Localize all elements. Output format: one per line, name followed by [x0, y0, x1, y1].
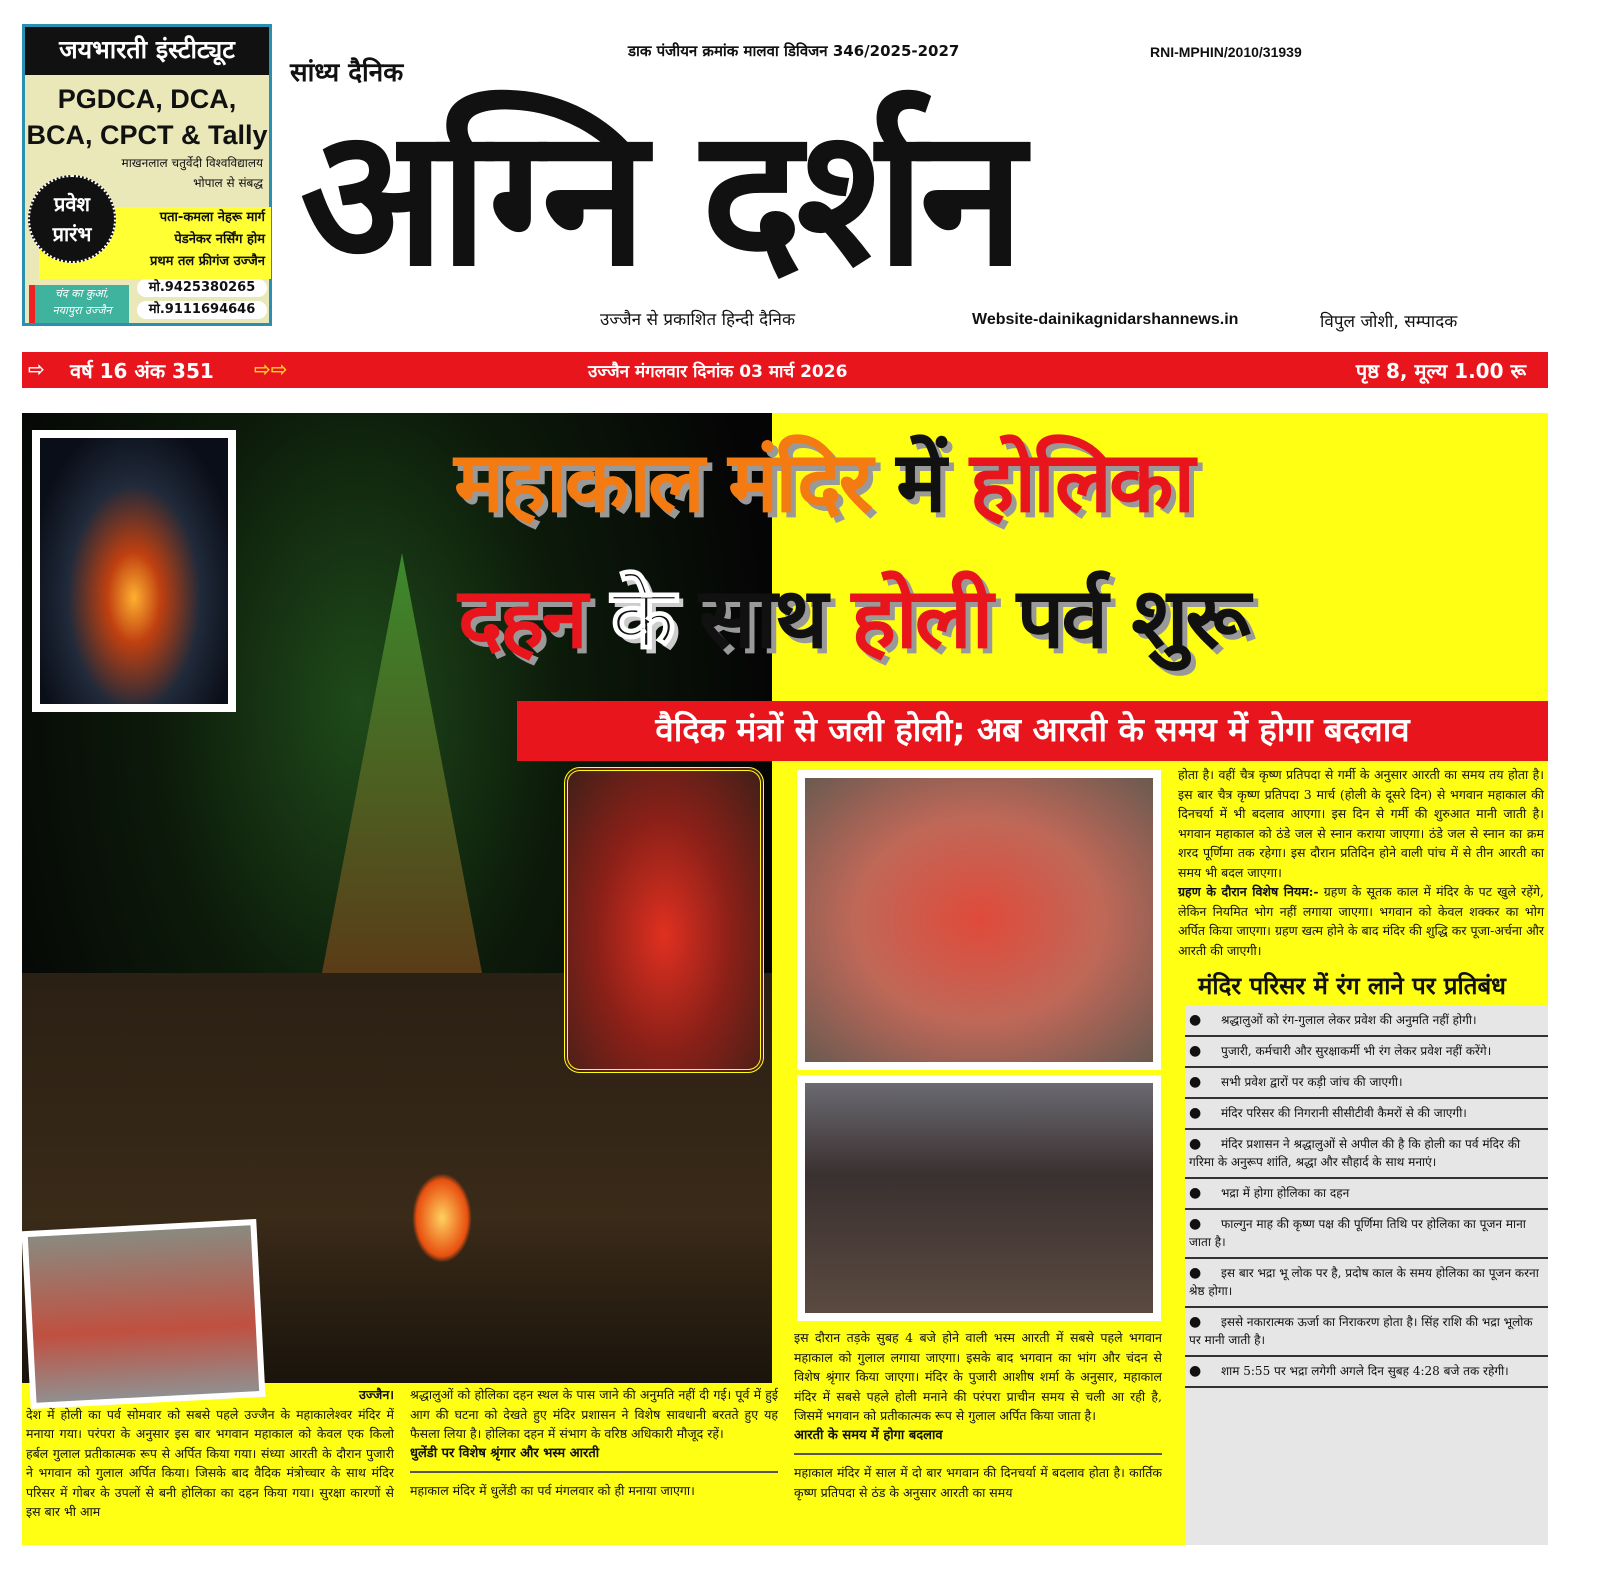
list-item [1185, 1210, 1548, 1259]
priests-photo [22, 1219, 265, 1409]
ad-address-line: प्रथम तल फ्रीगंज उज्जैन [149, 254, 265, 269]
tagline: उज्जैन से प्रकाशित हिन्दी दैनिक [600, 310, 796, 330]
ad-phone: मो.9111694646 [137, 301, 267, 319]
list-item [1185, 1357, 1548, 1388]
bullet-icon: ● [1189, 1265, 1202, 1281]
section-subheading: आरती के समय में होगा बदलाव [794, 1426, 1162, 1456]
headline-word: होलिका [969, 433, 1193, 531]
postal-registration: डाक पंजीयन क्रमांक मालवा डिविजन 346/2025-2027 [628, 42, 960, 60]
list-item-text: श्रद्धालुओं को रंग-गुलाल लेकर प्रवेश की अनुमति नहीं होगी। [1221, 1013, 1477, 1027]
list-item [1185, 1179, 1548, 1210]
article-text: होता है। वहीं चैत्र कृष्ण प्रतिपदा से गर्मी के अनुसार आरती का समय तय होता है। इस बार चैत्र कृष्ण प्रतिपदा 3 मार्च (होली के दूसरे दिन) से भगवान महाकाल की दिनचर्या में भी बदलाव आएगा। इस दिन से गर्मी की शुरुआत मानी जाती है। भगवान महाकाल को ठंडे जल से स्नान कराया जाएगा। ठंडे जल से स्नान का क्रम शरद पूर्णिमा तक रहेगा। इस दौरान प्रतिदिन होने वाली पांच में से तीन आरती का समय भी बदल जाएगा। [1178, 767, 1544, 880]
advertisement [22, 24, 272, 326]
article-text: देश में होली का पर्व सोमवार को सबसे पहले उज्जैन के महाकालेश्वर मंदिर में मनाया गया। परंपरा के अनुसार इस बार भगवान महाकाल को केवल एक किलो हर्बल गुलाल प्रतीकात्मक रूप से अर्पित किया गया। संध्या आरती के दौरान पुजारी ने भगवान को गुलाल अर्पित किया। जिसके बाद वैदिक मंत्रोच्चार के साथ मंदिर परिसर में गोबर के उपलों से बनी होलिका का दहन किया गया। सुरक्षा कारणों से इस बार भी आम [26, 1406, 394, 1519]
article-text: महाकाल मंदिर में साल में दो बार भगवान की दिनचर्या में बदलाव होता है। कार्तिक कृष्ण प्रतिपदा से ठंड के अनुसार आरती का समय [794, 1465, 1162, 1500]
bullet-icon: ● [1189, 1105, 1202, 1121]
article-text: श्रद्धालुओं को होलिका दहन स्थल के पास जाने की अनुमति नहीं दी गई। पूर्व में हुई आग की घटना को देखते हुए मंदिर प्रशासन ने विशेष सावधानी बरतते हुए यह फैसला लिया है। होलिका दहन में संभाग के वरिष्ठ अधिकारी मौजूद रहें। [410, 1387, 778, 1441]
ad-branch [29, 285, 129, 323]
devotees-photo [797, 1075, 1161, 1321]
article-text: महाकाल मंदिर में धुलेंडी का पर्व मंगलवार को ही मनाया जाएगा। [410, 1483, 695, 1498]
bullet-icon: ● [1189, 1185, 1202, 1201]
bullet-icon: ● [1189, 1216, 1202, 1232]
box-title: मंदिर परिसर में रंग लाने पर प्रतिबंध [1198, 972, 1506, 1000]
pre-title: सांध्य दैनिक [290, 58, 404, 88]
article-column-1 [26, 1385, 394, 1522]
badge-line: प्रवेश [53, 192, 91, 216]
rni-number: RNI-MPHIN/2010/31939 [1150, 44, 1302, 60]
ad-address-line: पेडनेकर नर्सिंग होम [174, 232, 265, 247]
headline-line-1 [454, 427, 1192, 537]
ad-courses: PGDCA, DCA, [57, 84, 237, 114]
issue-date: उज्जैन मंगलवार दिनांक 03 मार्च 2026 [588, 362, 848, 382]
arrow-icon: ⇨ [28, 357, 45, 381]
branch-line: नयापुरा उज्जैन [52, 304, 112, 317]
rule-label: ग्रहण के दौरान विशेष नियम:- [1178, 884, 1319, 899]
mahakal-shringar-photo [564, 767, 764, 1073]
list-item [1185, 1259, 1548, 1308]
bullet-icon: ● [1189, 1043, 1202, 1059]
list-item-text: पुजारी, कर्मचारी और सुरक्षाकर्मी भी रंग लेकर प्रवेश नहीं करेंगे। [1221, 1044, 1492, 1058]
article-column-2 [410, 1385, 778, 1501]
list-item-text: भद्रा में होगा होलिका का दहन [1221, 1186, 1350, 1200]
ad-courses-2: BCA, CPCT & Tally [26, 120, 268, 150]
list-item-text: फाल्गुन माह की कृष्ण पक्ष की पूर्णिमा तिथि पर होलिका का पूजन माना जाता है। [1189, 1217, 1526, 1249]
list-item-text: इससे नकारात्मक ऊर्जा का निराकरण होता है। सिंह राशि की भद्रा भूलोक पर मानी जाती है। [1189, 1315, 1533, 1347]
list-item-text: शाम 5:55 पर भद्रा लगेगी अगले दिन सुबह 4:28 बजे तक रहेगी। [1221, 1364, 1509, 1378]
list-item-text: मंदिर प्रशासन ने श्रद्धालुओं से अपील की है कि होली का पर्व मंदिर की गरिमा के अनुरूप शांति, श्रद्धा और सौहार्द के साथ मनाएं। [1189, 1137, 1521, 1169]
issue-bar [22, 352, 1548, 388]
headline-word: महाकाल [454, 433, 702, 531]
right-column [1178, 765, 1548, 1545]
website[interactable]: Website-dainikagnidarshannews.in [972, 311, 1239, 328]
holika-fire-photo [32, 430, 236, 712]
ad-phone: मो.9425380265 [137, 279, 267, 297]
article-column-4 [1178, 765, 1548, 960]
article-column-3 [794, 1328, 1162, 1502]
restrictions-list [1185, 1006, 1548, 1545]
headline-word: दहन [458, 569, 585, 667]
list-item [1185, 1099, 1548, 1130]
headline-word: में [896, 433, 944, 531]
ad-address-line: पता-कमला नेहरू मार्ग [159, 210, 265, 225]
aarti-photo [797, 770, 1161, 1070]
bullet-icon: ● [1189, 1012, 1202, 1028]
bullet-icon: ● [1189, 1363, 1202, 1379]
ad-title: जयभारती इंस्टीट्यूट [25, 27, 269, 75]
page-price: पृष्ठ 8, मूल्य 1.00 रू [1355, 359, 1526, 383]
list-item [1185, 1068, 1548, 1099]
list-item-text: मंदिर परिसर की निगरानी सीसीटीवी कैमरों से की जाएगी। [1221, 1106, 1467, 1120]
ad-university-2: भोपाल से संबद्ध [193, 176, 263, 190]
bullet-icon: ● [1189, 1074, 1202, 1090]
headline-word: के [611, 569, 673, 667]
headline-word: पर्व शुरू [1016, 569, 1248, 667]
list-item-text: सभी प्रवेश द्वारों पर कड़ी जांच की जाएगी। [1221, 1075, 1403, 1089]
dateline: उज्जैन। [359, 1387, 394, 1402]
headline-word: मंदिर [728, 433, 871, 531]
list-item [1185, 1006, 1548, 1037]
issue-number: वर्ष 16 अंक 351 [70, 359, 214, 383]
bullet-icon: ● [1189, 1314, 1202, 1330]
subheadline: वैदिक मंत्रों से जली होली; अब आरती के समय में होगा बदलाव [517, 701, 1548, 761]
list-item [1185, 1308, 1548, 1357]
list-item [1185, 1037, 1548, 1068]
lead-story [22, 413, 1548, 1545]
section-subheading: धुलेंडी पर विशेष श्रृंगार और भस्म आरती [410, 1444, 778, 1474]
badge-line: प्रारंभ [52, 222, 92, 246]
ad-university: माखनलाल चतुर्वेदी विश्वविद्यालय [121, 156, 263, 170]
admission-badge [28, 175, 116, 263]
editor: विपुल जोशी, सम्पादक [1320, 312, 1458, 332]
list-item [1185, 1130, 1548, 1179]
bonfire [412, 1173, 472, 1263]
newspaper-title: अग्नि दर्शन [300, 87, 1019, 308]
article-text: इस दौरान तड़के सुबह 4 बजे होने वाली भस्म आरती में सबसे पहले भगवान महाकाल को गुलाल लगाया जाएगा। इसके बाद भगवान का भांग और चंदन से विशेष श्रृंगार किया जाएगा। मंदिर के पुजारी आशीष शर्मा के अनुसार, महाकाल मंदिर में सबसे पहले होली मनाने की परंपरा प्राचीन समय से चली आ रही है, जिसमें भगवान को प्रतीकात्मक रूप से गुलाल अर्पित किया जाता है। [794, 1330, 1162, 1423]
branch-line: चंद का कुआं, [54, 287, 110, 300]
headline-line-2 [458, 563, 1248, 673]
headline-word: साथ [698, 569, 826, 667]
arrow-icon: ⇨⇨ [254, 357, 288, 381]
list-item-text: इस बार भद्रा भू लोक पर है, प्रदोष काल के समय होलिका का पूजन करना श्रेष्ठ होगा। [1189, 1266, 1539, 1298]
article-text: ग्रहण के सूतक काल में मंदिर के पट खुले रहेंगे, लेकिन नियमित भोग नहीं लगाया जाएगा। भगवान को केवल शक्कर का भोग अर्पित किया जाएगा। ग्रहण खत्म होने के बाद मंदिर की शुद्धि कर पूजा-अर्चना और आरती की जाएगी। [1178, 884, 1544, 958]
bullet-icon: ● [1189, 1136, 1202, 1152]
headline-word: होली [851, 569, 991, 667]
